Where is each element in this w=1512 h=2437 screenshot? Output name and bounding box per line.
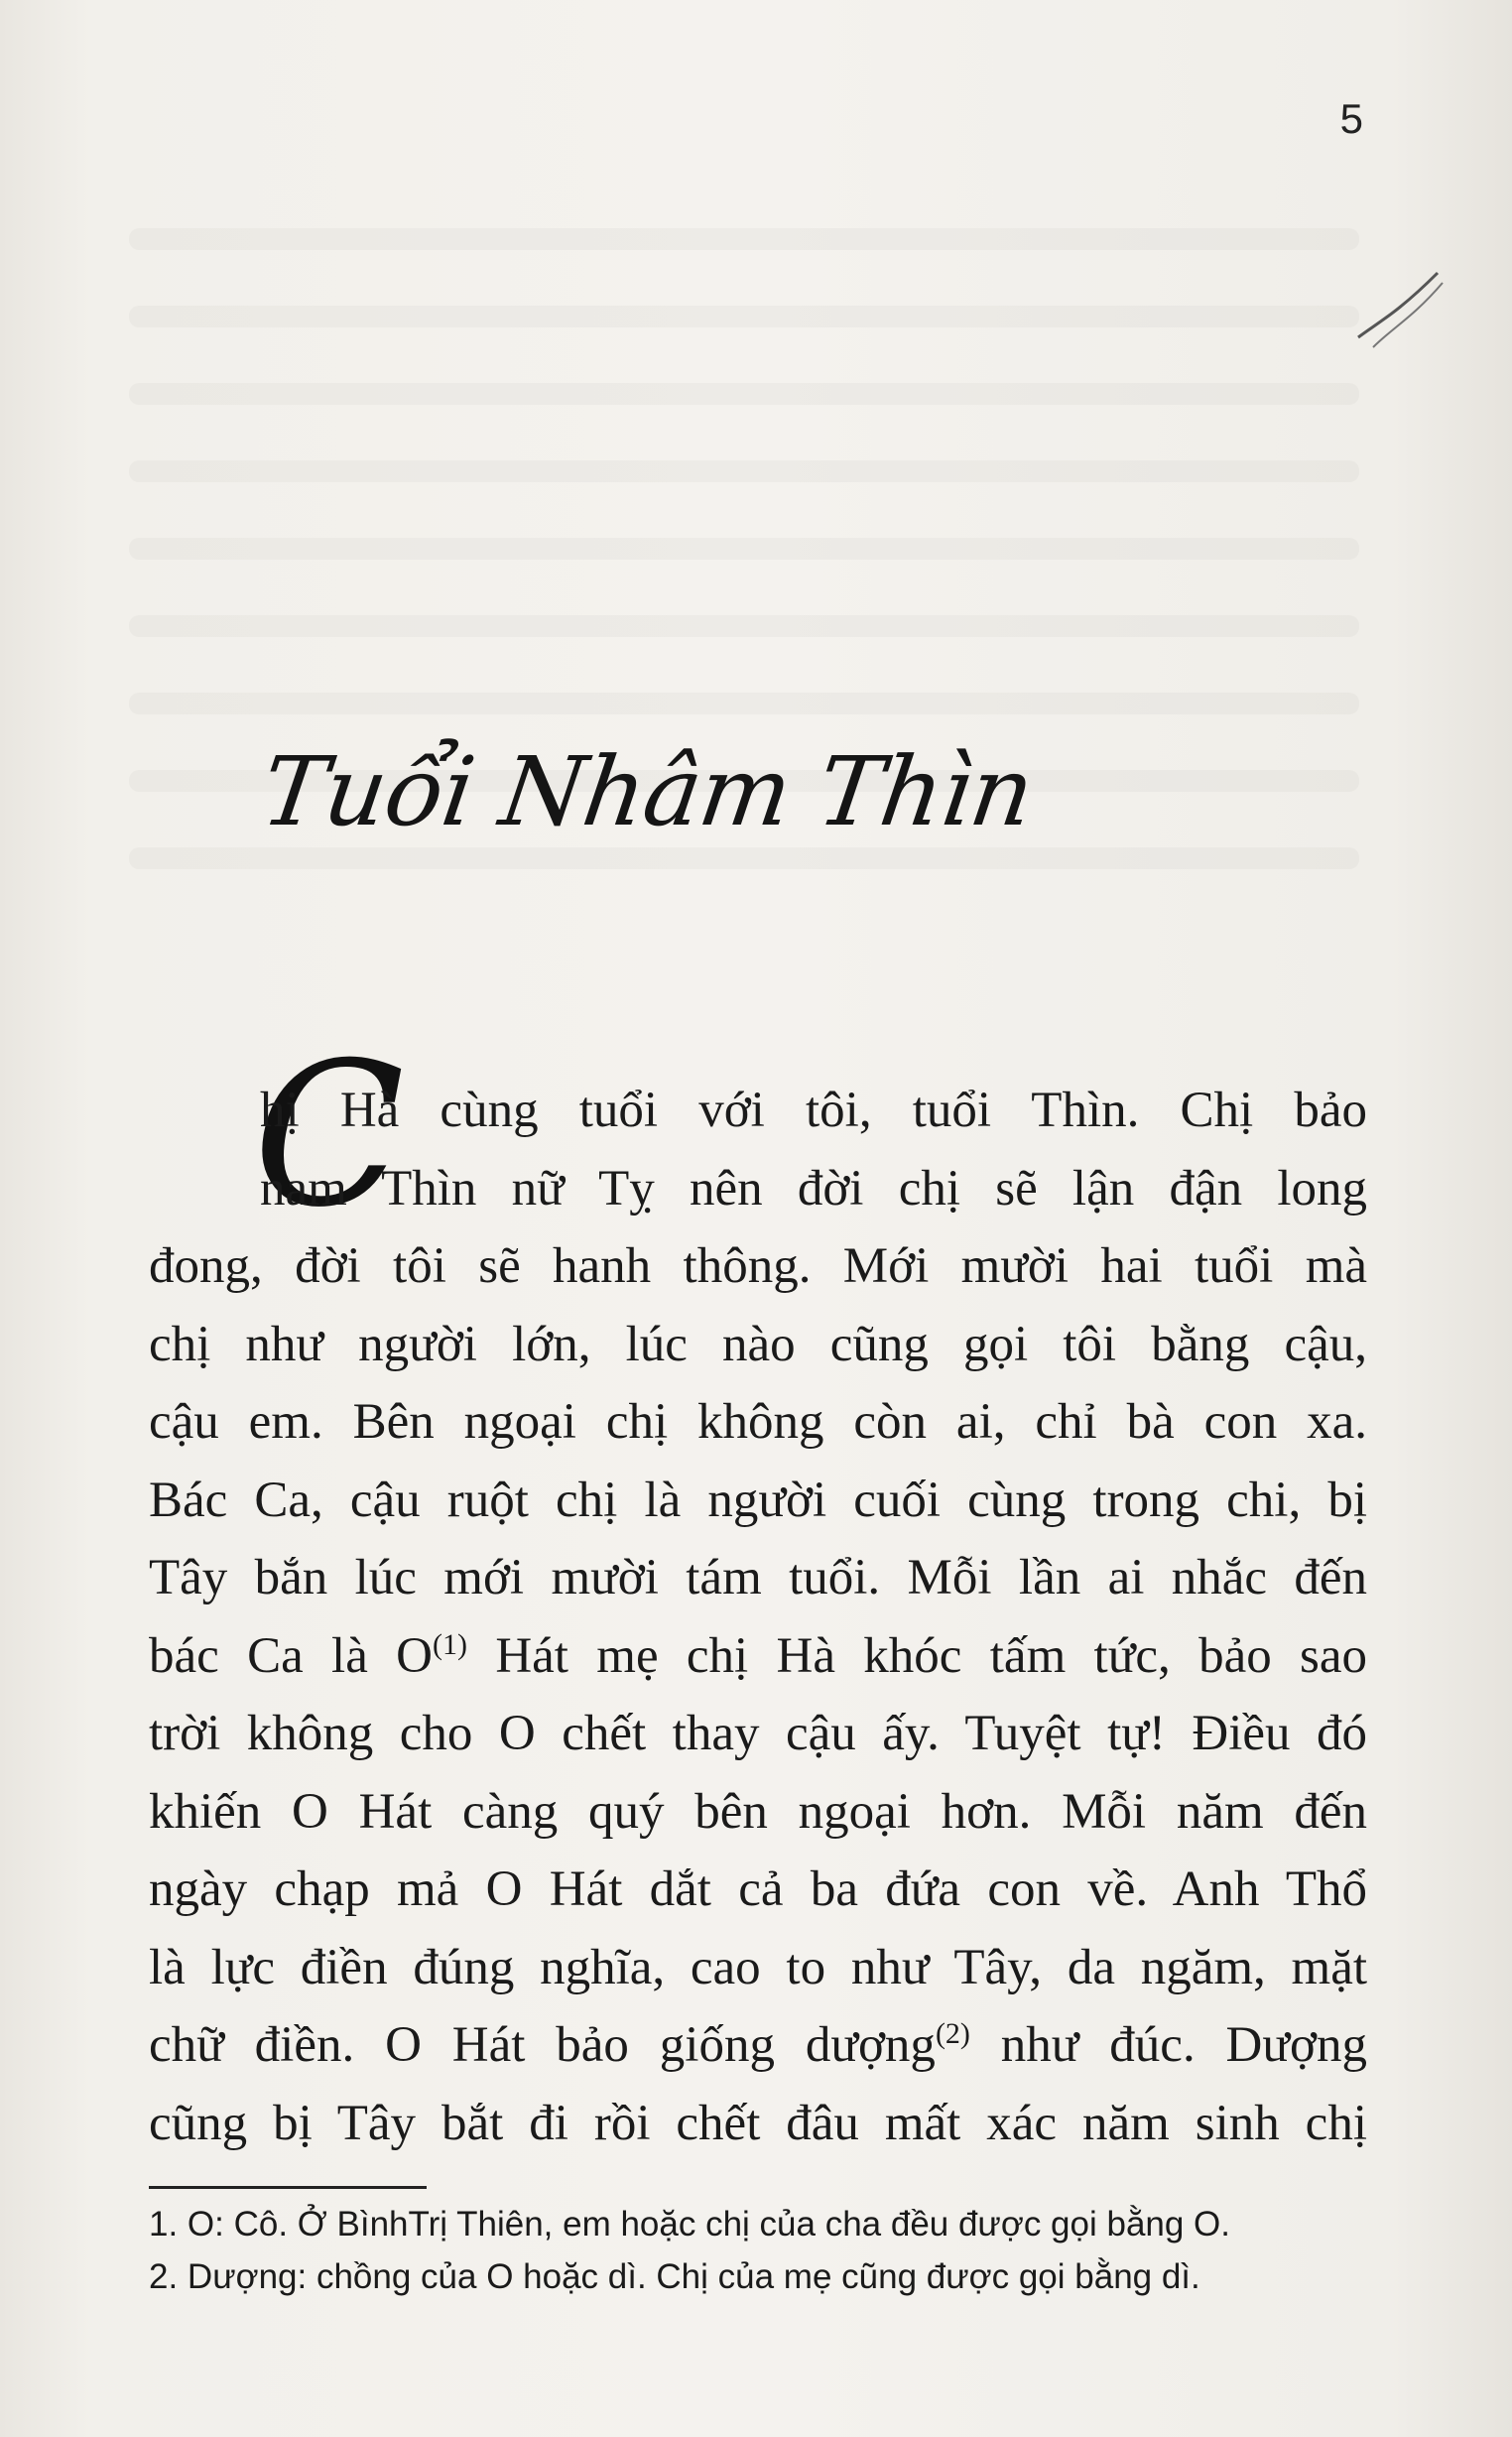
text-line <box>149 1617 1367 1696</box>
text-line: hị Hà cùng tuổi với tôi, tuổi Thìn. Chị bảo <box>260 1083 1367 1138</box>
text-line: cậu em. Bên ngoại chị không còn ai, chỉ bà con xa. <box>149 1394 1367 1450</box>
text-line: Bác Ca, cậu ruột chị là người cuối cùng trong chi, bị <box>149 1472 1367 1528</box>
footnote-mark-2: (2) <box>935 2017 970 2050</box>
text-line: cũng bị Tây bắt đi rồi chết đâu mất xác năm sinh chị <box>149 2095 1367 2151</box>
footnote-mark-1: (1) <box>433 1627 467 1661</box>
footnote-2: 2. Dượng: chồng của O hoặc dì. Chị của mẹ cũng được gọi bằng dì. <box>149 2257 1200 2296</box>
text-line: khiến O Hát càng quý bên ngoại hơn. Mỗi năm đến <box>149 1783 1367 1840</box>
drop-cap: C <box>253 1020 406 1251</box>
pencil-mark-icon <box>1343 263 1452 372</box>
footnotes <box>149 2198 1379 2303</box>
text-fragment: Hát mẹ chị Hà khóc tấm tức, bảo sao <box>495 1627 1368 1684</box>
text-line: nam Thìn nữ Tỵ nên đời chị sẽ lận đận long <box>260 1160 1367 1217</box>
text-fragment: như đúc. Dượng <box>1000 2017 1368 2073</box>
text-line: ngày chạp mả O Hát dắt cả ba đứa con về. Anh Thổ <box>149 1861 1367 1917</box>
footnote-1: 1. O: Cô. Ở BìnhTrị Thiên, em hoặc chị của cha đều được gọi bằng O. <box>149 2205 1231 2244</box>
chapter-title: Tuổi Nhâm Thìn <box>255 736 1040 847</box>
text-line: đong, đời tôi sẽ hanh thông. Mới mười hai tuổi mà <box>149 1238 1367 1294</box>
page-number: 5 <box>1339 95 1363 142</box>
text-fragment: chữ điền. O Hát bảo giống dượng <box>149 2017 936 2073</box>
text-fragment: bác Ca là O <box>149 1627 434 1684</box>
text-line <box>149 2006 1367 2085</box>
text-line: trời không cho O chết thay cậu ấy. Tuyệt tự! Điều đó <box>149 1706 1367 1761</box>
text-line: chị như người lớn, lúc nào cũng gọi tôi bằng cậu, <box>149 1316 1367 1372</box>
text-line: Tây bắn lúc mới mười tám tuổi. Mỗi lần ai nhắc đến <box>149 1550 1367 1605</box>
footnote-divider <box>149 2186 427 2189</box>
text-line: là lực điền đúng nghĩa, cao to như Tây, da ngăm, mặt <box>149 1939 1367 1995</box>
body-paragraph <box>149 1072 1367 2162</box>
